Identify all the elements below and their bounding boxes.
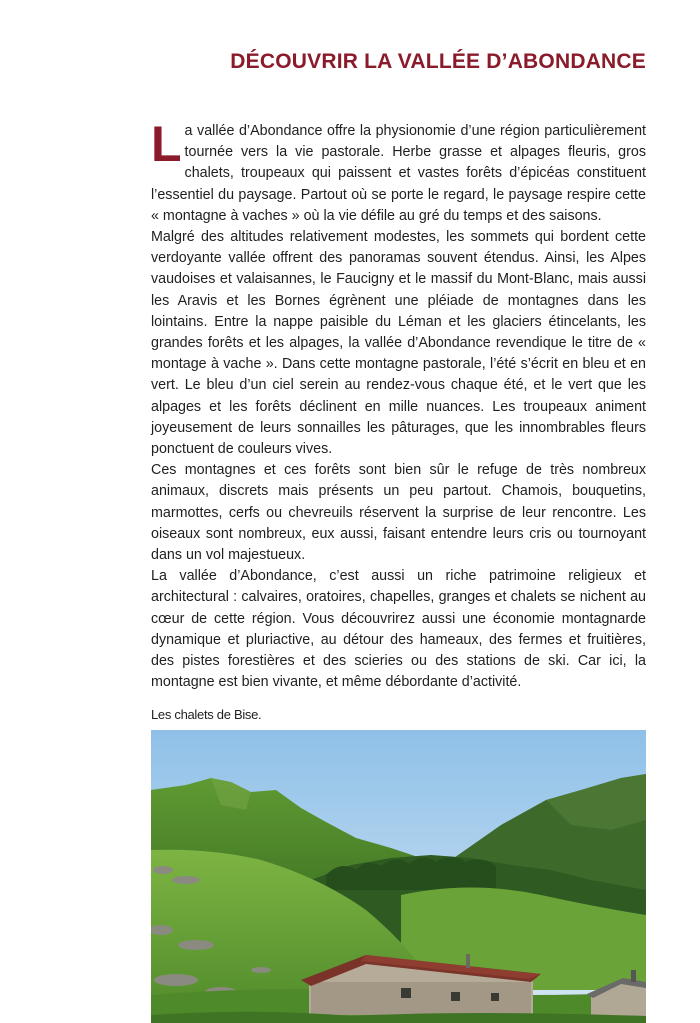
page-title: DÉCOUVRIR LA VALLÉE D’ABONDANCE xyxy=(230,50,646,73)
paragraph-3: Ces montagnes et ces forêts sont bien sûr le refuge de très nombreux animaux, discrets mais présents un peu partout. Chamois, bouquetins, marmottes, cerfs ou chevreuils réservent la surprise de leur rencontre. Les oiseaux sont nombreux, eux aussi, faisant entendre leurs cris ou tournoyant dans un vol majestueux. xyxy=(151,462,646,564)
drop-cap: L xyxy=(151,116,182,172)
photo-caption: Les chalets de Bise. xyxy=(151,707,262,722)
paragraph-2: Malgré des altitudes relativement modestes, les sommets qui bordent cette verdoyante vallée offrent des panoramas souvent étendus. Ainsi, les Alpes vaudoises et valaisannes, le Faucigny et le massif du Mont-Blanc, mais aussi les Aravis et les Bornes égrènent une pléiade de montagnes dans les lointains. Entre la nappe paisible du Léman et les glaciers étincelants, les grandes forêts et les alpages, la vallée d’Abondance revendique le titre de « montage à vache ». Dans cette montagne pastorale, l’été s’écrit en bleu et en vert. Le bleu d’un ciel serein au rendez-vous chaque été, et le vert que les alpages et les forêts déclinent en mille nuances. Les troupeaux animent joyeusement de leurs sonnailles les pâturages, que les innombrables fleurs ponctuent de couleurs vives. xyxy=(151,229,646,458)
chalets-photo xyxy=(151,730,646,1023)
article-body xyxy=(151,116,646,693)
paragraph-1-text: a vallée d’Abondance offre la physionomie d’une région particulièrement tournée vers la vie pastorale. Herbe grasse et alpages fleuris, gros chalets, troupeaux qui paissent et vastes forêts d’épicéas constituent l’essentiel du paysage. Partout où se porte le regard, le paysage respire cette « montagne à vaches » où la vie défile au gré du temps et des saisons. xyxy=(151,123,646,224)
mountain-landscape-illustration xyxy=(151,730,646,1023)
paragraph-4: La vallée d’Abondance, c’est aussi un riche patrimoine religieux et architectural : calvaires, oratoires, chapelles, granges et chalets se nichent au cœur de cette région. Vous découvrirez aussi une économie montagnarde dynamique et pluriactive, au détour des hameaux, des fermes et fruitières, des pistes forestières et des scieries ou des stations de ski. Car ici, la montagne est bien vivante, et même débordante d’activité. xyxy=(151,568,646,691)
paragraph-1 xyxy=(151,116,646,227)
